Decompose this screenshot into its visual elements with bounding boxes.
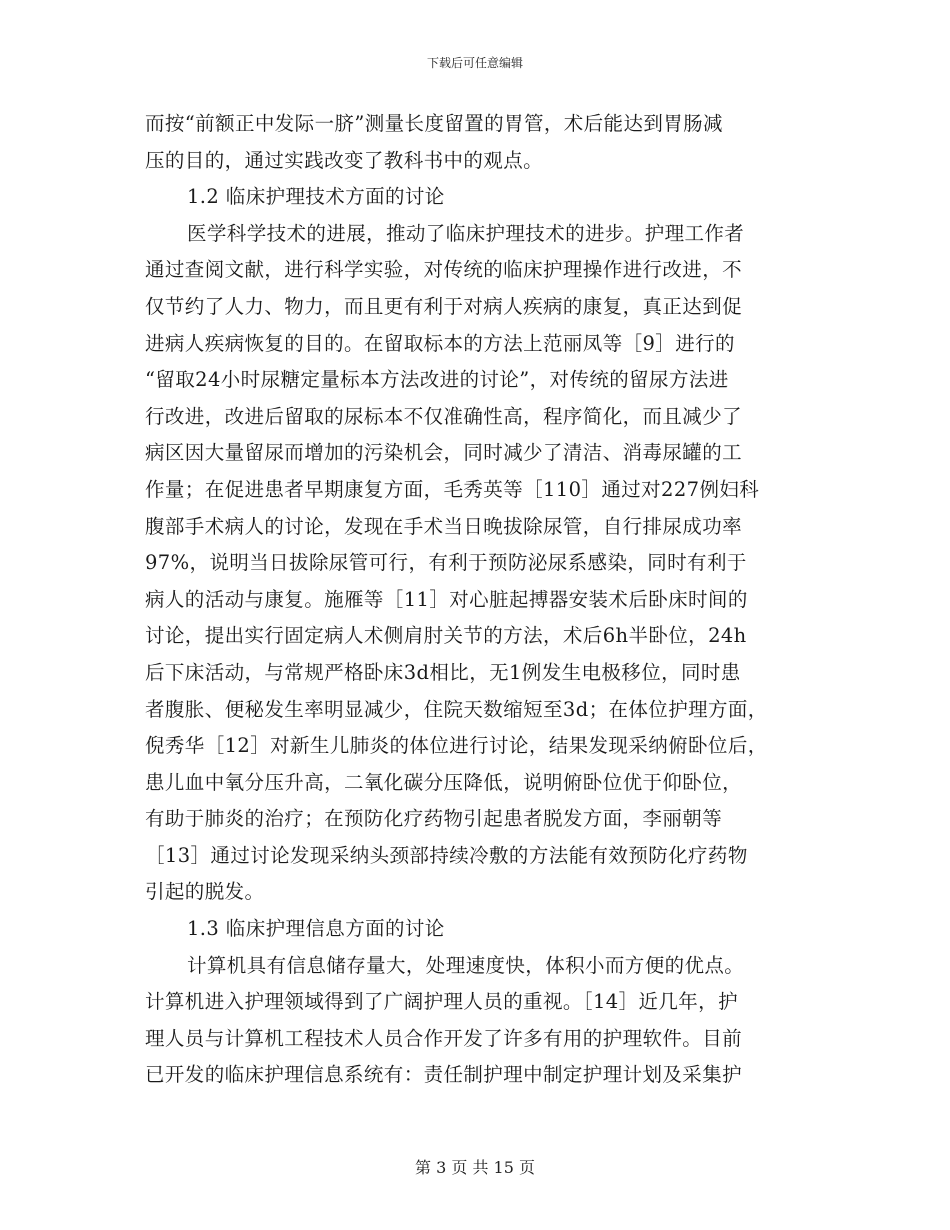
text-line: 已开发的临床护理信息系统有：责任制护理中制定护理计划及采集护 <box>145 1063 743 1087</box>
text-line: 行改进，改进后留取的尿标本不仅准确性高，程序简化，而且减少了 <box>145 404 743 428</box>
document-body <box>145 106 805 1094</box>
text-line: 医学科学技术的进展，推动了临床护理技术的进步。护理工作者 <box>187 221 745 245</box>
text-line: 患儿血中氧分压升高，二氧化碳分压降低，说明俯卧位优于仰卧位， <box>145 770 743 794</box>
text-line: 仅节约了人力、物力，而且更有利于对病人疾病的康复，真正达到促 <box>145 294 743 318</box>
text-line: 计算机具有信息储存量大，处理速度快，体积小而方便的优点。 <box>187 953 745 977</box>
text-line: 计算机进入护理领域得到了广阔护理人员的重视。［14］近几年，护 <box>145 990 738 1014</box>
text-line: 后下床活动，与常规严格卧床3d相比，无1例发生电极移位，同时患 <box>145 660 741 684</box>
text-line: 腹部手术病人的讨论，发现在手术当日晚拔除尿管，自行排尿成功率 <box>145 514 743 538</box>
text-line: 讨论，提出实行固定病人术侧肩肘关节的方法，术后6h半卧位，24h <box>145 624 747 648</box>
text-line: 1.2 临床护理技术方面的讨论 <box>187 185 445 209</box>
text-line: 倪秀华［12］对新生儿肺炎的体位进行讨论，结果发现采纳俯卧位后， <box>145 734 768 758</box>
text-line: “留取24小时尿糖定量标本方法改进的讨论”，对传统的留尿方法进 <box>145 368 729 392</box>
text-line: 者腹胀、便秘发生率明显减少，住院天数缩短至3d；在体位护理方面， <box>145 697 768 721</box>
text-line: ［13］通过讨论发现采纳头颈部持续冷敷的方法能有效预防化疗药物 <box>145 843 748 867</box>
text-line: 病区因大量留尿而增加的污染机会，同时减少了清洁、消毒尿罐的工 <box>145 441 743 465</box>
text-line: 97%，说明当日拔除尿管可行，有利于预防泌尿系感染，同时有利于 <box>145 551 747 575</box>
text-line: 病人的活动与康复。施雁等［11］对心脏起搏器安装术后卧床时间的 <box>145 587 748 611</box>
text-line: 1.3 临床护理信息方面的讨论 <box>187 917 445 941</box>
text-line: 通过查阅文献，进行科学实验，对传统的临床护理操作进行改进，不 <box>145 258 743 282</box>
page-footer: 第 3 页 共 15 页 <box>415 1158 535 1177</box>
text-line: 压的目的，通过实践改变了教科书中的观点。 <box>145 148 544 172</box>
text-line: 作量；在促进患者早期康复方面，毛秀英等［110］通过对227例妇科 <box>145 477 760 501</box>
text-line: 引起的脱发。 <box>145 880 265 904</box>
page-header: 下载后可任意编辑 <box>426 56 523 70</box>
text-line: 而按“前额正中发际一脐”测量长度留置的胃管，术后能达到胃肠减 <box>145 112 723 135</box>
text-line: 有助于肺炎的治疗；在预防化疗药物引起患者脱发方面，李丽朝等 <box>145 807 723 831</box>
text-line: 理人员与计算机工程技术人员合作开发了许多有用的护理软件。目前 <box>145 1026 743 1050</box>
text-line: 进病人疾病恢复的目的。在留取标本的方法上范丽凤等［9］进行的 <box>145 331 735 355</box>
